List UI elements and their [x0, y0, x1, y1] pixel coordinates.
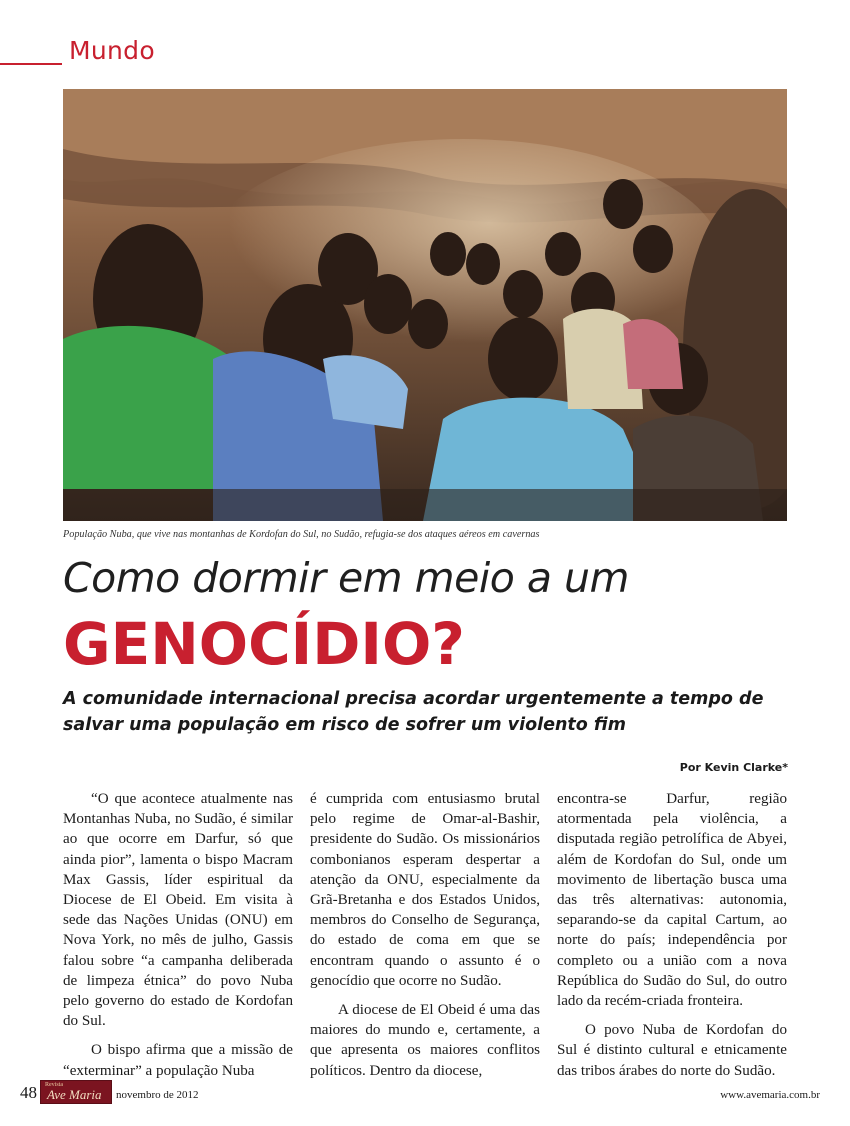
paragraph: O bispo afirma que a missão de “exterminar” a população Nuba: [63, 1042, 293, 1079]
issue-date: novembro de 2012: [116, 1089, 199, 1101]
byline: Por Kevin Clarke*: [679, 761, 788, 774]
photo-caption: População Nuba, que vive nas montanhas de Kordofan do Sul, no Sudão, refugia-se dos ataques aéreos em cavernas: [63, 529, 540, 540]
paragraph: “O que acontece atualmente nas Montanhas Nuba, no Sudão, é similar ao que ocorre em Darfur, só que ainda pior”, lamenta o bispo Macram Max Gassis, líder espiritual da Diocese de El Obeid. Em visita à sede das Nações Unidas (ONU) em Nova York, no mês de julho, Gassis falou sobre “a campanha deliberada de limpeza étnica” do povo Nuba pelo governo do estado de Kordofan do Sul.: [63, 791, 293, 1030]
page-number: 48: [20, 1083, 37, 1102]
article-column-1: [63, 789, 293, 1081]
logo-top-text: Revista: [45, 1082, 63, 1088]
magazine-logo: [40, 1080, 112, 1104]
article-column-2: [310, 789, 540, 1081]
standfirst: A comunidade internacional precisa acordar urgentemente a tempo de salvar uma população em risco de sofrer um violento fim: [63, 689, 764, 735]
paragraph: encontra-se Darfur, região atormentada pela violência, a disputada região petrolífica de Abyei, além de Kordofan do Sul, onde um movimento de libertação busca uma das três alternativas: autonomia, separando-se da capital Cartum, ao norte do país; independência por completo ou a união com a nova República do Sudão do Sul, do outro lado da recém-criada fronteira.: [557, 791, 787, 1010]
paragraph: O povo Nuba de Kordofan do Sul é distinto cultural e etnicamente das tribos árabes do norte do Sudão.: [557, 1022, 787, 1079]
article-column-3: [557, 789, 787, 1081]
photo-illustration: [63, 89, 787, 521]
article-photo: [63, 89, 787, 521]
headline-line-2: GENOCÍDIO?: [63, 610, 465, 678]
section-label: Mundo: [69, 36, 155, 65]
section-rule: [0, 63, 62, 65]
headline-line-1: Como dormir em meio a um: [63, 554, 629, 602]
paragraph: é cumprida com entusiasmo brutal pelo regime de Omar-al-Bashir, presidente do Sudão. Os missionários combonianos esperam despertar a atenção da ONU, especialmente da Grã-Bretanha e dos Estados Unidos, membros do Conselho de Segurança, do estado de coma em que se encontram quando o assunto é o genocídio que ocorre no Sudão.: [310, 791, 540, 989]
website-url: www.avemaria.com.br: [720, 1089, 820, 1101]
logo-main-text: Ave Maria: [47, 1087, 102, 1102]
paragraph: A diocese de El Obeid é uma das maiores do mundo e, certamente, a que apresenta os maiores conflitos políticos. Dentro da diocese,: [310, 1002, 540, 1079]
